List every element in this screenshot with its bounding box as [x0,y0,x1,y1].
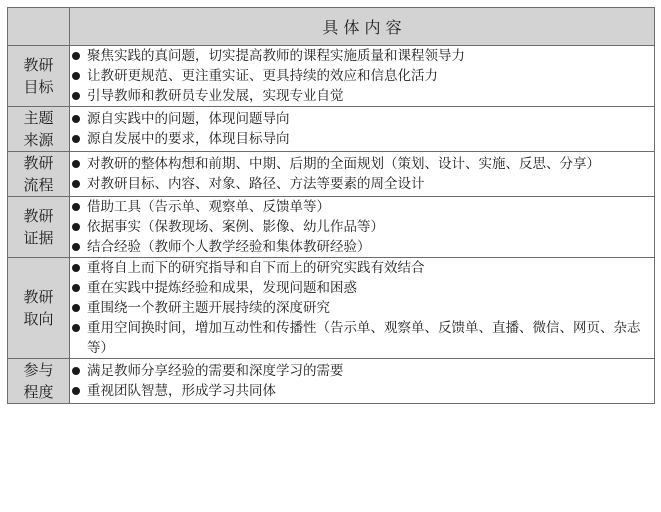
list-item [70,174,654,194]
table-row [8,152,655,197]
list-item [70,237,654,257]
category-label: 来源 [23,131,54,149]
header-title: 具 体 内 容 [322,18,402,37]
list-item-text: 重围绕一个教研主题开展持续的深度研究 [87,300,330,316]
items-cell [70,197,655,258]
table-row [8,197,655,258]
items-cell [70,107,655,152]
header-blank-cell [8,8,70,46]
list-item-text: 重在实践中提炼经验和成果，发现问题和困惑 [87,280,357,296]
bullet-dot-icon [72,367,80,375]
list-item-text: 让教研更规范、更注重实证、更具持续的效应和信息化活力 [87,68,438,84]
bullet-list [70,258,654,358]
list-item-text: 重视团队智慧，形成学习共同体 [87,383,276,399]
bullet-dot-icon [72,92,80,100]
category-label: 教研 [23,288,54,306]
table-row [8,46,655,107]
bullet-dot-icon [72,324,80,332]
list-item-text: 重将自上而下的研究指导和自下而上的研究实践有效结合 [87,260,425,276]
list-item [70,109,654,129]
category-cell [8,152,70,197]
table-row [8,258,655,359]
list-item-text: 满足教师分享经验的需要和深度学习的需要 [87,363,344,379]
list-item-text: 源自实践中的问题，体现问题导向 [87,111,290,127]
list-item-text: 结合经验（教师个人教学经验和集体教研经验） [87,239,371,255]
list-item [70,381,654,401]
list-item-text: 依据事实（保教现场、案例、影像、幼儿作品等） [87,219,384,235]
list-item-text: 源自发展中的要求，体现目标导向 [87,131,290,147]
items-cell [70,152,655,197]
list-item-text: 聚焦实践的真问题，切实提高教师的课程实施质量和课程领导力 [87,48,465,64]
bullet-list [70,154,654,194]
list-item-text: 引导教师和教研员专业发展，实现专业自觉 [87,88,344,104]
category-label: 参与 [23,361,54,379]
content-table [7,7,655,404]
bullet-list [70,361,654,401]
category-label: 教研 [23,154,54,172]
bullet-dot-icon [72,284,80,292]
items-cell [70,46,655,107]
header-title-cell [70,8,655,46]
list-item [70,361,654,381]
list-item [70,298,654,318]
category-cell [8,197,70,258]
category-label: 目标 [23,78,54,96]
bullet-dot-icon [72,243,80,251]
list-item [70,66,654,86]
table-row [8,359,655,404]
category-label: 证据 [23,229,54,247]
category-cell [8,359,70,404]
bullet-list [70,197,654,257]
category-label: 流程 [23,176,54,194]
category-label: 教研 [23,56,54,74]
category-label: 教研 [23,207,54,225]
list-item [70,86,654,106]
category-cell [8,107,70,152]
bullet-dot-icon [72,180,80,188]
bullet-dot-icon [72,387,80,395]
list-item-text: 重用空间换时间，增加互动性和传播性（告示单、观察单、反馈单、直播、微信、网页、杂志等） [87,320,641,356]
bullet-dot-icon [72,203,80,211]
list-item-text: 对教研的整体构想和前期、中期、后期的全面规划（策划、设计、实施、反思、分享） [87,156,600,172]
list-item [70,217,654,237]
header-row [8,8,655,46]
bullet-dot-icon [72,52,80,60]
bullet-dot-icon [72,223,80,231]
items-cell [70,258,655,359]
list-item [70,46,654,66]
list-item-text: 借助工具（告示单、观察单、反馈单等） [87,199,330,215]
bullet-list [70,46,654,106]
bullet-dot-icon [72,264,80,272]
category-label: 取向 [23,310,54,328]
table-row [8,107,655,152]
category-label: 程度 [23,383,54,401]
list-item [70,318,654,358]
bullet-dot-icon [72,160,80,168]
list-item [70,278,654,298]
list-item [70,154,654,174]
bullet-dot-icon [72,304,80,312]
list-item-text: 对教研目标、内容、对象、路径、方法等要素的周全设计 [87,176,425,192]
table-container [7,7,654,404]
bullet-list [70,109,654,149]
list-item [70,197,654,217]
category-label: 主题 [23,109,54,127]
items-cell [70,359,655,404]
category-cell [8,46,70,107]
bullet-dot-icon [72,115,80,123]
list-item [70,129,654,149]
bullet-dot-icon [72,135,80,143]
category-cell [8,258,70,359]
bullet-dot-icon [72,72,80,80]
list-item [70,258,654,278]
